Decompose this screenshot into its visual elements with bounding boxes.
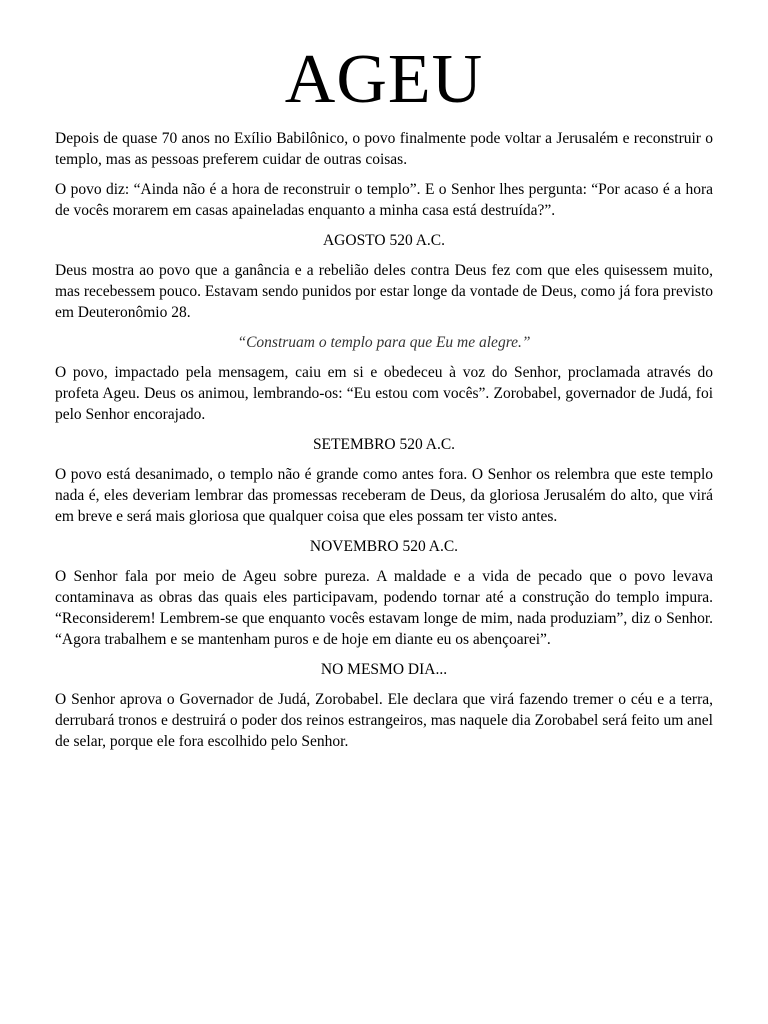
paragraph-purity: O Senhor fala por meio de Ageu sobre pureza. A maldade e a vida de pecado que o povo levava contaminava as obras das quais eles participavam, podendo tornar até a construção do templo impura. “Reconsiderem! Lembrem-se que enquanto vocês estavam longe de mim, nada produziam”, diz o Senhor. “Agora trabalhem e se mantenham puros e de hoje em diante eu os abençoarei”.: [55, 568, 713, 648]
paragraph-people-say: O povo diz: “Ainda não é a hora de reconstruir o templo”. E o Senhor lhes pergunta: “Por acaso é a hora de vocês morarem em casas apaineladas enquanto a minha casa está destruída?”.: [55, 181, 713, 219]
paragraph-greed: Deus mostra ao povo que a ganância e a rebelião deles contra Deus fez com que eles quisessem muito, mas recebessem pouco. Estavam sendo punidos por estar longe da vontade de Deus, como já fora previsto em Deuteronômio 28.: [55, 262, 713, 321]
section-heading-september: SETEMBRO 520 A.C.: [312, 436, 456, 453]
paragraph-intro: Depois de quase 70 anos no Exílio Babilônico, o povo finalmente pode voltar a Jerusalém e reconstruir o templo, mas as pessoas preferem cuidar de outras coisas.: [55, 130, 713, 168]
quote-build-temple: “Construam o templo para que Eu me alegre.”: [237, 334, 531, 351]
document-title: AGEU: [284, 41, 484, 118]
paragraph-discouraged: O povo está desanimado, o templo não é grande como antes fora. O Senhor os relembra que este templo nada é, eles deveriam lembrar das promessas receberam de Deus, da gloriosa Jerusalém do alto, que virá em breve e será mais gloriosa que qualquer coisa que eles possam ter visto antes.: [55, 466, 713, 525]
section-heading-november: NOVEMBRO 520 A.C.: [309, 538, 459, 555]
section-heading-august: AGOSTO 520 A.C.: [322, 232, 445, 249]
paragraph-obedience: O povo, impactado pela mensagem, caiu em si e obedeceu à voz do Senhor, proclamada através do profeta Ageu. Deus os animou, lembrando-os: “Eu estou com vocês”. Zorobabel, governador de Judá, foi pelo Senhor encorajado.: [55, 364, 713, 423]
section-heading-same-day: NO MESMO DIA...: [320, 661, 448, 678]
paragraph-zerubbabel: O Senhor aprova o Governador de Judá, Zorobabel. Ele declara que virá fazendo tremer o céu e a terra, derrubará tronos e destruirá o poder dos reinos estrangeiros, mas naquele dia Zorobabel será feito um anel de selar, porque ele fora escolhido pelo Senhor.: [55, 691, 713, 750]
document-page: [55, 38, 713, 761]
